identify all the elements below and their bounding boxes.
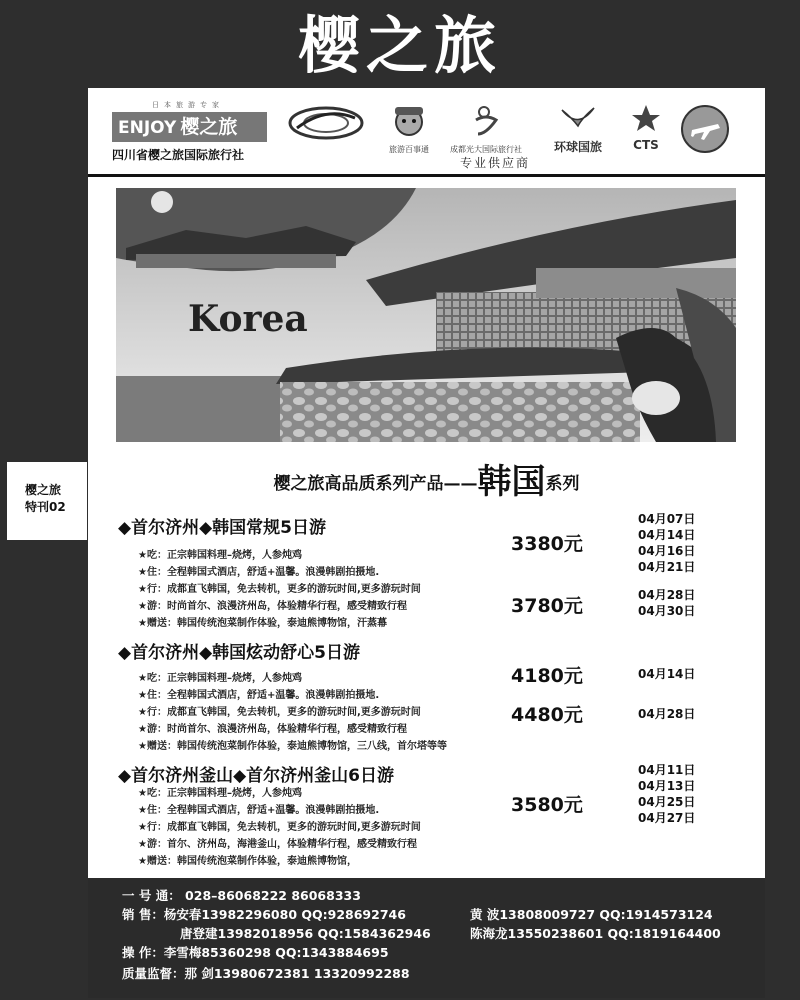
tour-3-date-4: 04月27日 (638, 811, 696, 825)
partner-logo-travel-guide (373, 104, 445, 154)
hero-title: Korea (188, 298, 308, 340)
tour-1-date-6: 04月30日 (638, 604, 696, 618)
tour-1-detail-stay: ★住：全程韩国式酒店，舒适+温馨。浪漫韩剧拍摄地. (138, 567, 380, 578)
tour-3-detail-transport: ★行：成都直飞韩国，免去转机，更多的游玩时间,更多游玩时间 (138, 822, 421, 833)
tour-2-date-1: 04月14日 (638, 667, 696, 681)
tour-3-detail-gift: ★赠送：韩国传统泡菜制作体验，泰迪熊博物馆， (138, 856, 357, 867)
series-prefix: 樱之旅高品质系列产品—— (273, 474, 478, 494)
tour-1-detail-transport: ★行：成都直飞韩国，免去转机，更多的游玩时间,更多游玩时间 (138, 584, 421, 595)
supplier-label: 专业供应商 (460, 156, 531, 170)
logo-brand-zh: 樱之旅 (180, 116, 238, 138)
tour-1-price-2: 3780元 (511, 595, 583, 617)
tour-1-date-5: 04月28日 (638, 588, 696, 602)
tour-1-date-4: 04月21日 (638, 560, 696, 574)
series-suffix: 系列 (545, 474, 580, 494)
tour-1-price-1: 3380元 (511, 533, 583, 555)
series-country: 韩国 (477, 462, 546, 502)
tour-2-detail-gift: ★赠送：韩国传统泡菜制作体验，泰迪熊博物馆，三八线，首尔塔等等 (138, 741, 447, 752)
tour-2-date-2: 04月28日 (638, 707, 696, 721)
header-row (88, 88, 765, 176)
operation-contact: 操 作：李雪梅85360298 QQ:1343884695 (122, 945, 389, 960)
tour-2-detail-food: ★吃：正宗韩国料理–烧烤，人参炖鸡 (138, 673, 302, 684)
tour-3-detail-stay: ★住：全程韩国式酒店，舒适+温馨。浪漫韩剧拍摄地. (138, 805, 380, 816)
tour-3-title: ◆首尔济州釜山◆首尔济州釜山6日游 (118, 766, 394, 786)
flyer-page (88, 88, 765, 998)
tour-3-date-1: 04月11日 (638, 763, 696, 777)
tour-1-date-3: 04月16日 (638, 544, 696, 558)
logo-subtitle: 日本旅游专家 (152, 101, 224, 109)
tour-3-detail-sightseeing: ★游：首尔、济州岛，海港釜山，体验精华行程，感受精致行程 (138, 839, 417, 850)
agency-name: 四川省樱之旅国际旅行社 (112, 148, 245, 162)
tour-2-title: ◆首尔济州◆韩国炫动舒心5日游 (118, 643, 360, 663)
logo-brand-en: ENJOY (118, 118, 177, 138)
contact-footer (88, 878, 765, 998)
issue-tab-number: 特刊02 (25, 500, 66, 514)
tour-2-detail-stay: ★住：全程韩国式酒店，舒适+温馨。浪漫韩剧拍摄地. (138, 690, 380, 701)
tour-3-date-3: 04月25日 (638, 795, 696, 809)
partner-logo-cts (623, 104, 669, 154)
logo-brand (112, 112, 267, 142)
partner-name-3: 环球国旅 (553, 140, 602, 154)
tour-1-date-2: 04月14日 (638, 528, 696, 542)
star-icon (631, 104, 661, 132)
agency-logo (112, 100, 292, 166)
tour-3-date-2: 04月13日 (638, 779, 696, 793)
airplane-icon (680, 104, 730, 154)
sales-contact-4: 陈海龙13550238601 QQ:1819164400 (470, 926, 721, 941)
quality-supervision-contact: 质量监督：那 剑13980672381 13320992288 (122, 966, 410, 981)
tour-1-date-1: 04月07日 (638, 512, 696, 526)
tour-2-price-2: 4480元 (511, 704, 583, 726)
sales-contact-2: 黄 波13808009727 QQ:1914573124 (470, 907, 713, 922)
hero-image (116, 188, 736, 442)
partner-logo-globe (286, 104, 366, 154)
tour-3-price-1: 3580元 (511, 794, 583, 816)
tour-2-price-1: 4180元 (511, 665, 583, 687)
tour-2-detail-sightseeing: ★游：时尚首尔、浪漫济州岛，体验精华行程，感受精致行程 (138, 724, 407, 735)
partner-name-1: 旅游百事通 (389, 145, 429, 154)
runner-icon (466, 104, 506, 138)
sales-contact-1: 销 售：杨安春13982296080 QQ:928692746 (122, 907, 406, 922)
partner-name-2: 成都光大国际旅行社 (450, 145, 522, 154)
issue-tab-brand: 樱之旅 (25, 483, 62, 497)
bird-icon (558, 104, 598, 132)
sales-contact-3: 唐登建13982018956 QQ:1584362946 (180, 926, 431, 941)
globe-icon (287, 104, 365, 142)
tour-1-detail-sightseeing: ★游：时尚首尔、浪漫济州岛，体验精华行程，感受精致行程 (138, 601, 407, 612)
mascot-icon (389, 104, 429, 138)
hotline: 一 号 通： 028–86068222 86068333 (122, 888, 361, 903)
tour-3-detail-food: ★吃：正宗韩国料理–烧烤，人参炖鸡 (138, 788, 302, 799)
masthead-title: 樱之旅 (297, 9, 502, 82)
issue-tab (7, 462, 87, 540)
tour-1-detail-food: ★吃：正宗韩国料理–烧烤，人参炖鸡 (138, 550, 302, 561)
header-divider (88, 174, 765, 177)
partner-logo-everbright (444, 104, 528, 154)
tour-1-title: ◆首尔济州◆韩国常规5日游 (118, 518, 326, 538)
masthead (0, 0, 800, 88)
partner-name-4: CTS (633, 138, 659, 152)
series-heading (88, 454, 765, 503)
tour-2-detail-transport: ★行：成都直飞韩国，免去转机，更多的游玩时间,更多游玩时间 (138, 707, 421, 718)
tour-1-detail-gift: ★赠送：韩国传统泡菜制作体验，泰迪熊博物馆，汗蒸幕 (138, 618, 387, 629)
partner-logo-airline (678, 104, 732, 154)
partner-logo-global (543, 104, 613, 154)
